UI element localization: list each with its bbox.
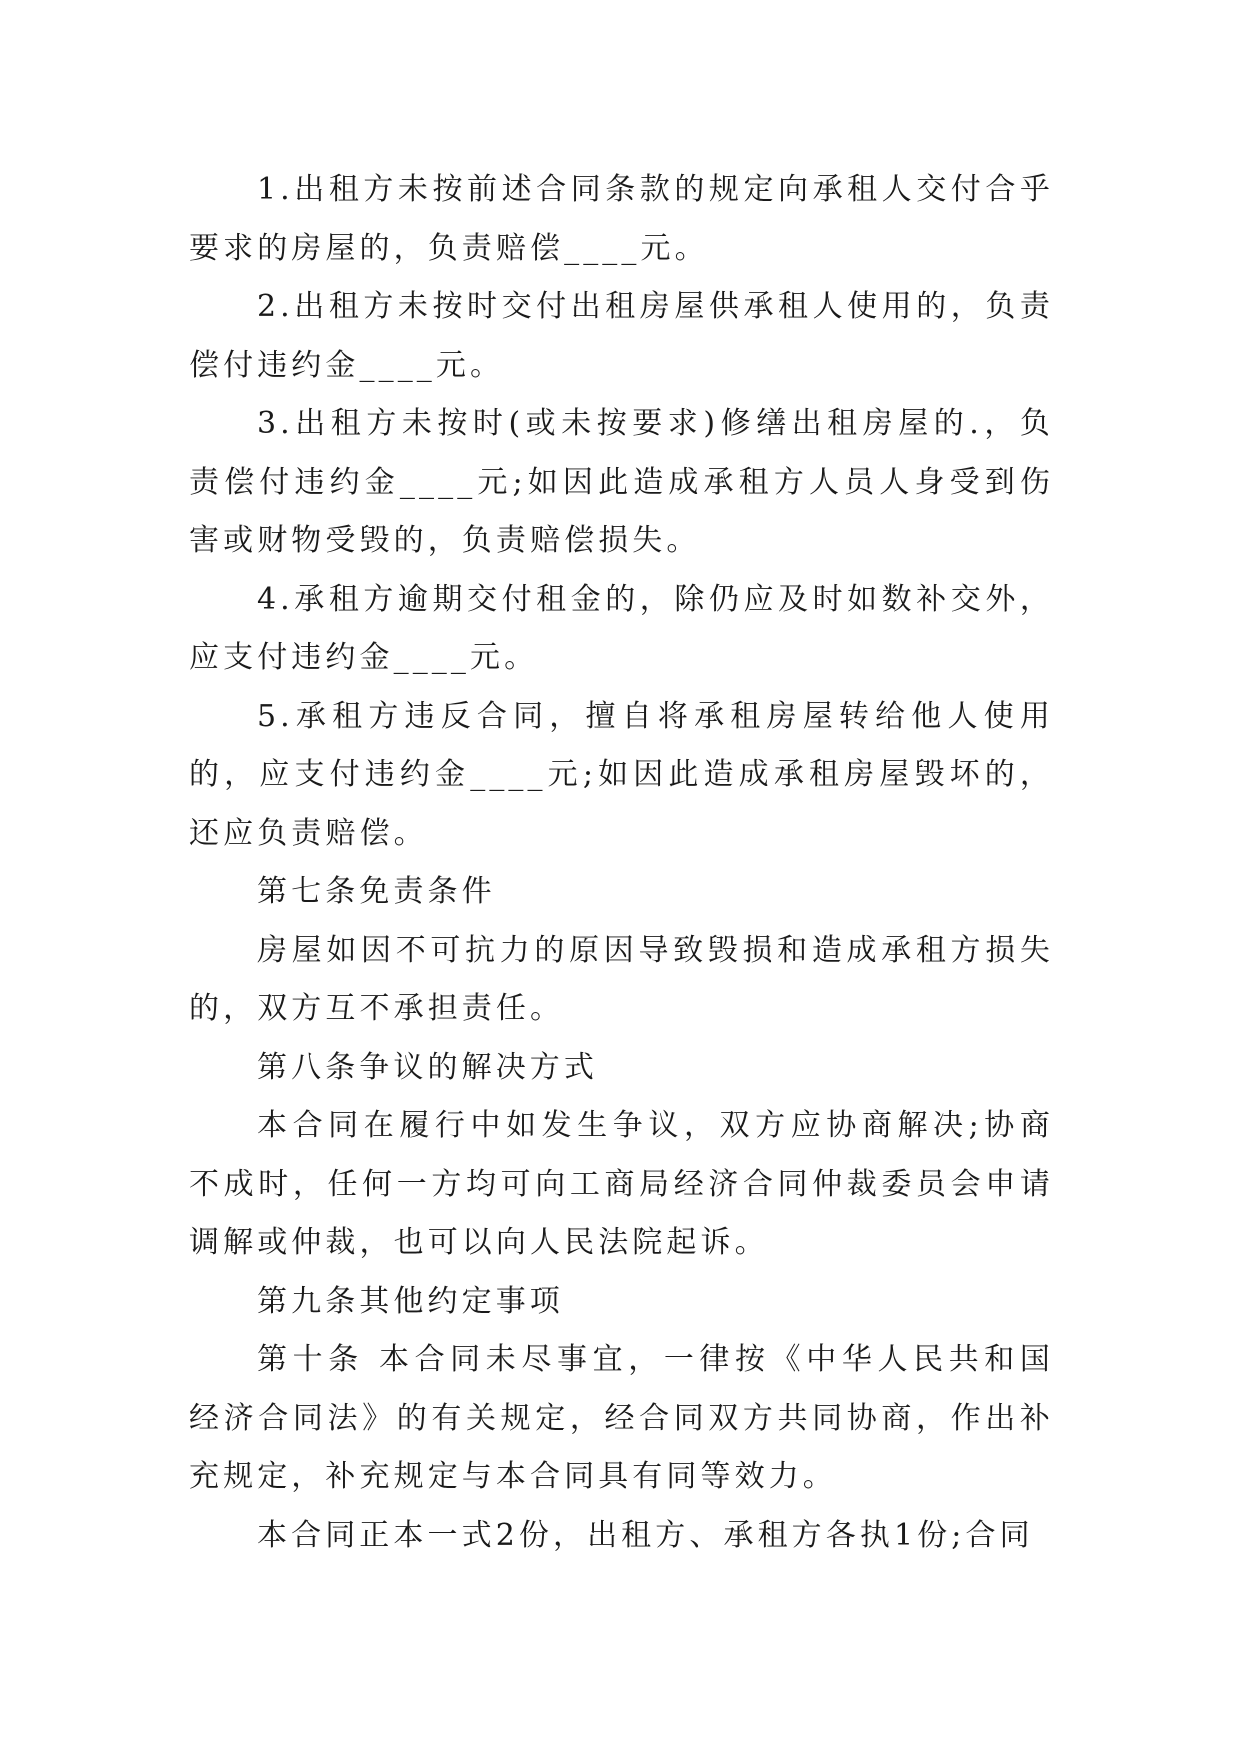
clause-5-paragraph: 5.承租方违反合同，擅自将承租房屋转给他人使用的，应支付违约金____元;如因此造成承租房屋毁坏的，还应负责赔偿。	[189, 698, 1054, 851]
clause-3-paragraph: 3.出租方未按时(或未按要求)修缮出租房屋的.，负责偿付违约金____元;如因此造成承租方人员人身受到伤害或财物受毁的，负责赔偿损失。	[189, 406, 1054, 558]
article-7-body: 房屋如因不可抗力的原因导致毁损和造成承租方损失的，双方互不承担责任。	[189, 932, 1054, 1026]
article-8-body: 本合同在履行中如发生争议，双方应协商解决;协商不成时，任何一方均可向工商局经济合同仲裁委员会申请调解或仲裁，也可以向人民法院起诉。	[189, 1108, 1054, 1260]
article-10-body: 第十条 本合同未尽事宜，一律按《中华人民共和国经济合同法》的有关规定，经合同双方共同协商，作出补充规定，补充规定与本合同具有同等效力。	[189, 1342, 1054, 1494]
copies-paragraph: 本合同正本一式2份，出租方、承租方各执1份;合同	[257, 1517, 1034, 1553]
article-7-heading: 第七条免责条件	[257, 874, 496, 909]
article-8-heading: 第八条争议的解决方式	[257, 1049, 598, 1085]
document-body	[189, 161, 1054, 1565]
clause-1-paragraph: 1.出租方未按前述合同条款的规定向承租人交付合乎要求的房屋的，负责赔偿____元。	[189, 172, 1054, 266]
article-9-heading: 第九条其他约定事项	[257, 1283, 564, 1319]
clause-2-paragraph: 2.出租方未按时交付出租房屋供承租人使用的，负责偿付违约金____元。	[189, 289, 1054, 383]
clause-4-paragraph: 4.承租方逾期交付租金的，除仍应及时如数补交外，应支付违约金____元。	[189, 581, 1054, 675]
